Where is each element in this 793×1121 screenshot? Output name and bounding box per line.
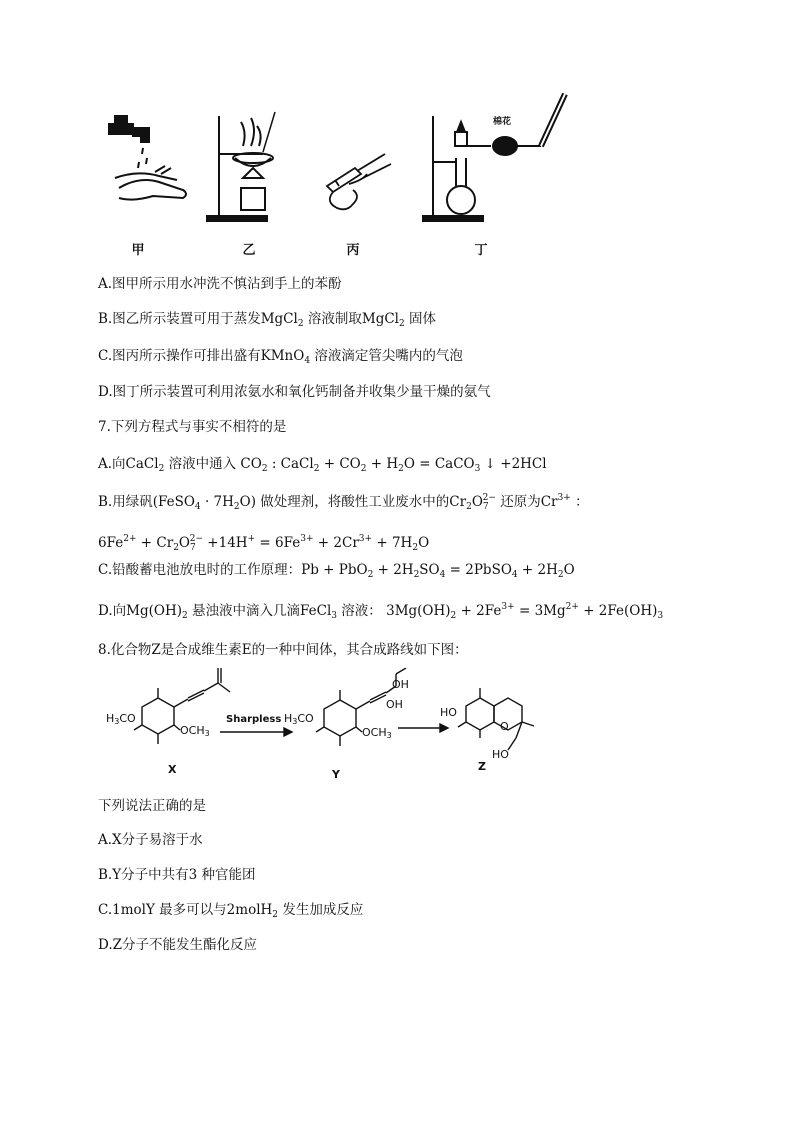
z-hydroxyl-ring: HO xyxy=(440,706,457,719)
cotton-label: 棉花 xyxy=(493,117,512,127)
y-hydroxyl-top: OH xyxy=(392,678,409,691)
q6-option-a: A.图甲所示用水冲洗不慎沾到手上的苯酚 xyxy=(98,276,342,292)
figure-label-yi: 乙 xyxy=(242,243,256,258)
molecule-label-y: Y xyxy=(332,768,340,781)
burette-drawing xyxy=(327,154,391,209)
q7-stem: 7.下列方程式与事实不相符的是 xyxy=(98,419,287,435)
y-hydroxyl-mid: OH xyxy=(386,698,403,711)
q8-option-d: D.Z分子不能发生酯化反应 xyxy=(98,937,258,953)
q7-option-b-equation: $6Fe^{2+} + Cr_2O_7^{2-} +14H^+ = 6Fe^{3+} + 2Cr^{3+} + 7H_2O$ xyxy=(98,534,430,553)
y-methoxy-left: $H_3CO$ xyxy=(284,712,314,726)
molecule-label-z: Z xyxy=(478,760,486,773)
q6-option-b: B.图乙所示装置可用于蒸发MgCl$_2$ 溶液制取MgCl$_2$ 固体 xyxy=(98,311,437,329)
reagent-label: Sharpless xyxy=(226,714,282,725)
x-methoxy-right: $OCH_3$ xyxy=(180,724,210,738)
molecule-label-x: X xyxy=(168,763,177,776)
q8-option-a: A.X分子易溶于水 xyxy=(98,832,203,848)
q7-option-b: B.用绿矾(FeSO$_4$ · $7H_2O$) 做处理剂，将酸性工业废水中的$Cr_2O_7^{2-}$ 还原为$Cr^{3+}$ ： xyxy=(98,493,589,512)
q8-question: 下列说法正确的是 xyxy=(98,798,206,814)
z-ring-oxygen: O xyxy=(500,720,509,733)
figure-label-jia: 甲 xyxy=(131,243,145,258)
q7-option-c: C.铅酸蓄电池放电时的工作原理：$Pb + PbO_2 + 2H_2SO_4$ = 2PbSO$_4$ + $2H_2O$ xyxy=(98,562,575,580)
y-methoxy-right: $OCH_3$ xyxy=(362,726,392,740)
q6-option-d: D.图丁所示装置可利用浓氨水和氧化钙制备并收集少量干燥的氨气 xyxy=(98,384,491,400)
evaporation-drawing xyxy=(207,112,275,221)
scheme-structures xyxy=(100,668,540,778)
q7-option-d: D.向$Mg(OH)_2$ 悬浊液中滴入几滴FeCl$_3$ 溶液： $3Mg(OH)_2 + 2Fe^{3+} = 3Mg^{2+} + 2Fe(OH)_3$ xyxy=(98,602,664,621)
synthesis-scheme xyxy=(100,668,540,781)
q8-option-b: B.Y分子中共有3 种官能团 xyxy=(98,867,256,883)
q6-option-c: C.图丙所示操作可排出盛有KMnO$_4$ 溶液滴定管尖嘴内的气泡 xyxy=(98,348,463,366)
figure-label-bing: 丙 xyxy=(346,243,360,258)
apparatus-drawings xyxy=(95,88,595,238)
figure-label-ding: 丁 xyxy=(474,243,488,258)
q7-option-a: A.向CaCl$_2$ 溶液中通入 $CO_2$ : CaCl$_2$ + $CO_2 + H_2O$ = CaCO$_3$ ↓ +2HCl xyxy=(98,456,547,474)
x-methoxy-left: $H_3CO$ xyxy=(106,712,136,726)
lab-apparatus-figure xyxy=(95,88,595,258)
faucet-hand-drawing xyxy=(109,116,186,200)
q8-stem: 8.化合物Z是合成维生素E的一种中间体，其合成路线如下图： xyxy=(98,642,468,658)
z-hydroxyl-chain: HO xyxy=(492,748,509,761)
q8-option-c: C.1molY 最多可以与2molH$_2$ 发生加成反应 xyxy=(98,902,364,920)
